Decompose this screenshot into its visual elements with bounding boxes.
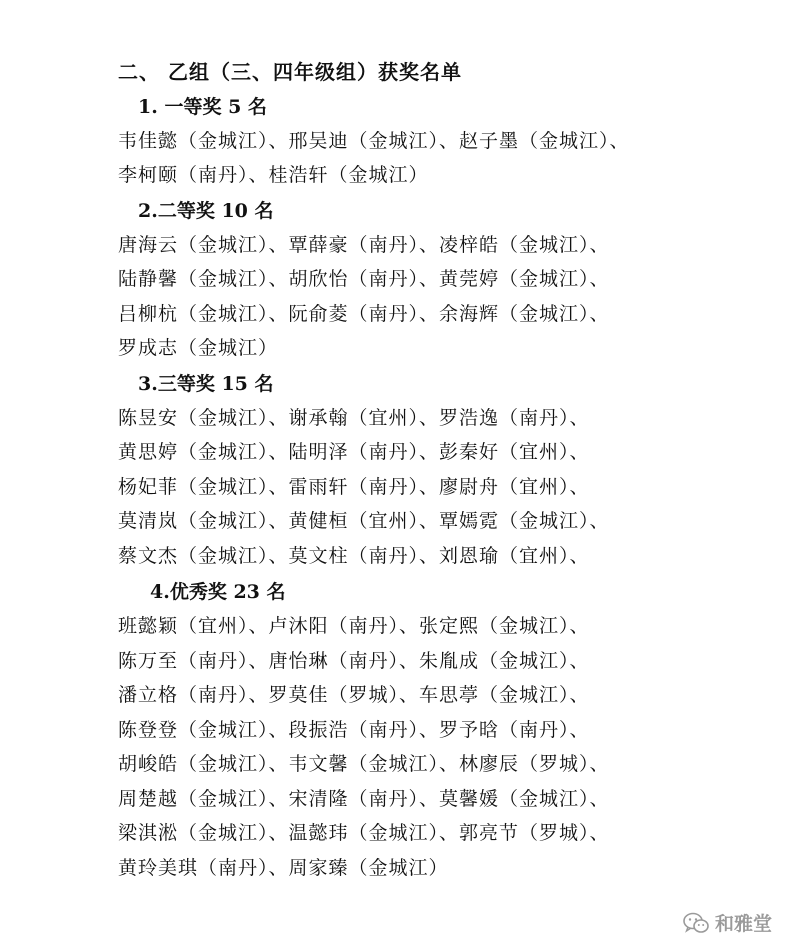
name-line: 莫清岚（金城江）、黄健桓（宜州）、覃嫣霓（金城江）、: [118, 510, 610, 532]
award-heading-first: 1. 一等奖 5 名: [138, 96, 267, 118]
name-line: 潘立格（南丹）、罗莫佳（罗城）、车思葶（金城江）、: [118, 684, 590, 706]
name-line: 陈登登（金城江）、段振浩（南丹）、罗予晗（南丹）、: [118, 719, 590, 741]
watermark: [683, 909, 772, 936]
section-title: 二、 乙组（三、四年级组）获奖名单: [118, 60, 462, 84]
name-line: 班懿颖（宜州）、卢沐阳（南丹）、张定熙（金城江）、: [118, 615, 590, 637]
name-line: 杨妃菲（金城江）、雷雨轩（南丹）、廖尉舟（宜州）、: [118, 476, 590, 498]
name-line: 韦佳懿（金城江）、邢吴迪（金城江）、赵子墨（金城江）、: [118, 130, 630, 152]
name-line: 黄玲美琪（南丹）、周家臻（金城江）: [118, 857, 449, 879]
name-line: 唐海云（金城江）、覃薛豪（南丹）、凌梓皓（金城江）、: [118, 234, 610, 256]
name-line: 梁淇淞（金城江）、温懿玮（金城江）、郭亮节（罗城）、: [118, 822, 610, 844]
watermark-text: 和雅堂: [714, 913, 772, 935]
name-line: 罗成志（金城江）: [118, 337, 279, 359]
name-line: 陈昱安（金城江）、谢承翰（宜州）、罗浩逸（南丹）、: [118, 407, 590, 429]
award-heading-second: 2.二等奖 10 名: [138, 200, 274, 222]
name-line: 周楚越（金城江）、宋清隆（南丹）、莫馨媛（金城江）、: [118, 788, 610, 810]
award-heading-merit: 4.优秀奖 23 名: [150, 581, 286, 603]
name-line: 胡峻皓（金城江）、韦文馨（金城江）、林廖辰（罗城）、: [118, 753, 610, 775]
name-line: 陆静馨（金城江）、胡欣怡（南丹）、黄莞婷（金城江）、: [118, 268, 610, 290]
award-heading-third: 3.三等奖 15 名: [138, 373, 274, 395]
name-line: 陈万至（南丹）、唐怡琳（南丹）、朱胤成（金城江）、: [118, 650, 590, 672]
name-line: 蔡文杰（金城江）、莫文柱（南丹）、刘恩瑜（宜州）、: [118, 545, 590, 567]
wechat-icon: [683, 912, 709, 934]
name-line: 黄思婷（金城江）、陆明泽（南丹）、彭秦好（宜州）、: [118, 441, 590, 463]
name-line: 吕柳杭（金城江）、阮俞菱（南丹）、余海辉（金城江）、: [118, 303, 610, 325]
name-line: 李柯颐（南丹）、桂浩轩（金城江）: [118, 164, 429, 186]
